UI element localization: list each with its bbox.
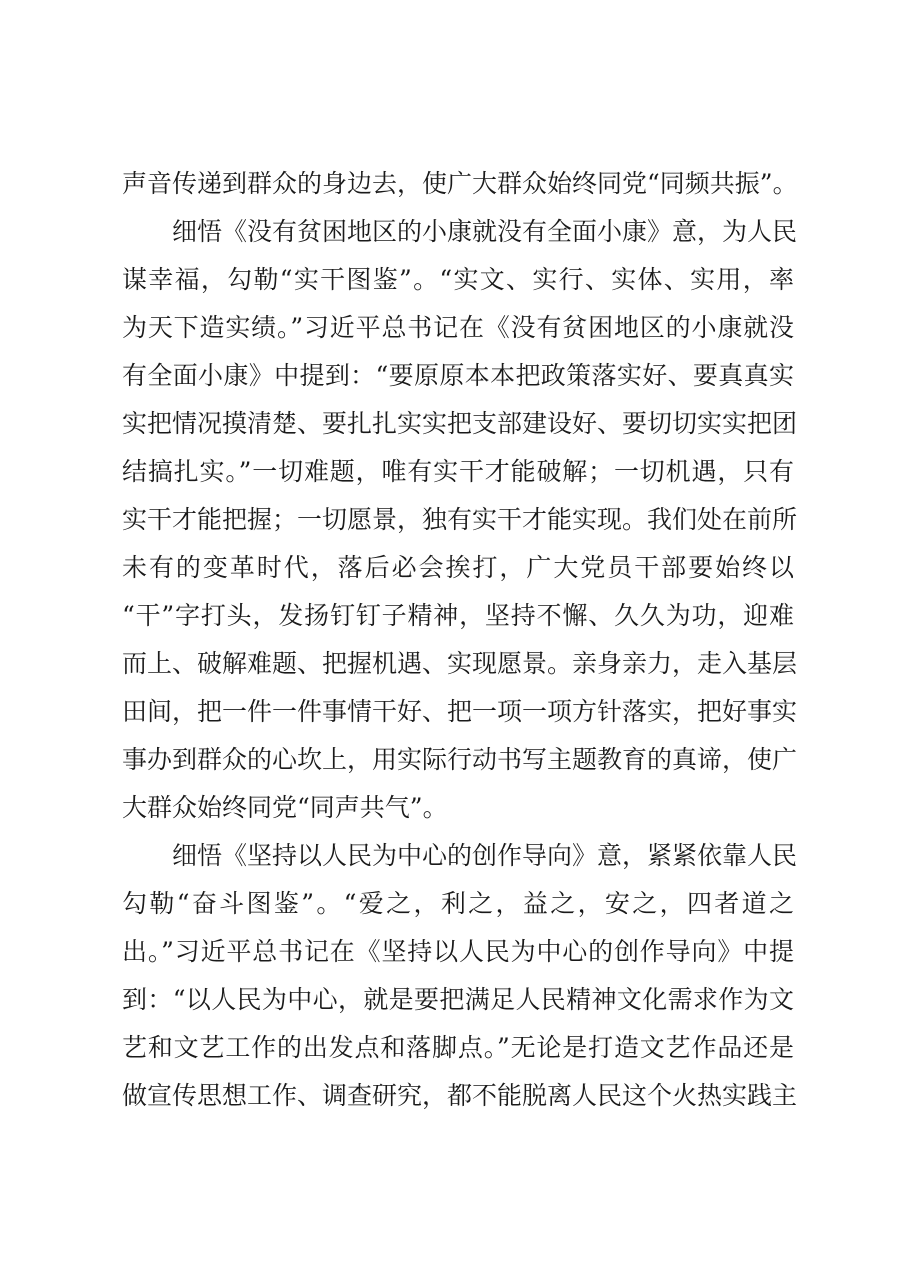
paragraph-line: 为天下造实绩。”习近平总书记在《没有贫困地区的小康就没 <box>122 313 794 342</box>
paragraph-line: 实干才能把握；一切愿景，独有实干才能实现。我们处在前所 <box>122 505 798 534</box>
paragraph-line: 出。”习近平总书记在《坚持以人民为中心的创作导向》中提 <box>122 937 794 966</box>
paragraph-line: 大群众始终同党“同声共气”。 <box>122 793 448 822</box>
paragraph-line: 有全面小康》中提到：“要原原本本把政策落实好、要真真实 <box>122 361 794 390</box>
paragraph-line: 声音传递到群众的身边去，使广大群众始终同党“同频共振”。 <box>122 169 798 198</box>
paragraph-line: 结搞扎实。”一切难题，唯有实干才能破解；一切机遇，只有 <box>122 457 794 486</box>
paragraph-line: 事办到群众的心坎上，用实际行动书写主题教育的真谛，使广 <box>122 745 798 774</box>
paragraph-line: 谋幸福，勾勒“实干图鉴”。“实文、实行、实体、实用，率 <box>122 265 794 294</box>
paragraph-line: 到：“以人民为中心，就是要把满足人民精神文化需求作为文 <box>122 985 794 1014</box>
paragraph-line: 而上、破解难题、把握机遇、实现愿景。亲身亲力，走入基层 <box>122 649 798 678</box>
paragraph-line: 细悟《没有贫困地区的小康就没有全面小康》意，为人民 <box>172 217 798 246</box>
paragraph-line: 细悟《坚持以人民为中心的创作导向》意，紧紧依靠人民 <box>172 841 798 870</box>
paragraph-line: 田间，把一件一件事情干好、把一项一项方针落实，把好事实 <box>122 697 798 726</box>
paragraph-line: “干”字打头，发扬钉钉子精神，坚持不懈、久久为功，迎难 <box>122 601 794 630</box>
paragraph-line: 实把情况摸清楚、要扎扎实实把支部建设好、要切切实实把团 <box>122 409 798 438</box>
paragraph-line: 做宣传思想工作、调查研究，都不能脱离人民这个火热实践主 <box>122 1081 798 1110</box>
paragraph-line: 勾勒“奋斗图鉴”。“爱之，利之，益之，安之，四者道之 <box>122 889 794 918</box>
paragraph-line: 未有的变革时代，落后必会挨打，广大党员干部要始终以 <box>122 553 794 582</box>
paragraph-line: 艺和文艺工作的出发点和落脚点。”无论是打造文艺作品还是 <box>122 1033 794 1062</box>
